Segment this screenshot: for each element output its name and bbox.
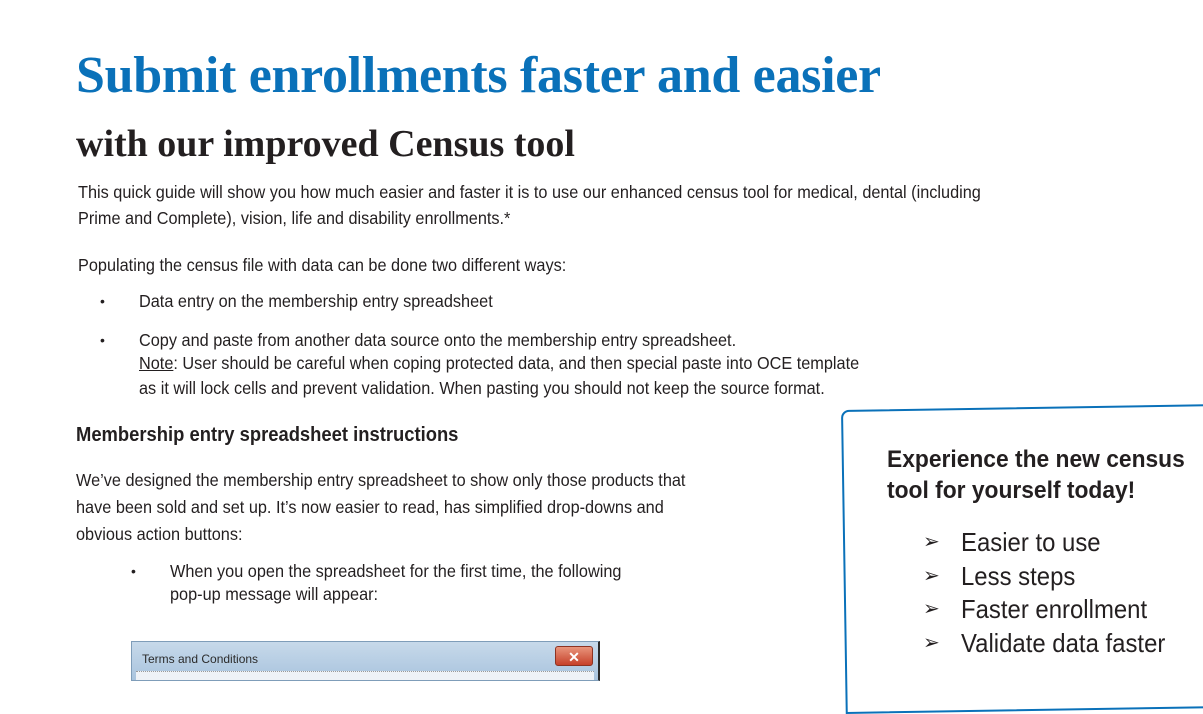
benefit-item: ➢ Easier to use	[923, 527, 1101, 557]
section-item-text: When you open the spreadsheet for the first time, the following	[170, 561, 622, 581]
note-label: Note	[139, 353, 174, 373]
section-item-text: pop-up message will appear:	[170, 584, 379, 604]
ways-intro: Populating the census file with data can be done two different ways:	[78, 255, 567, 275]
arrowhead-icon: ➢	[923, 598, 940, 620]
section-body-line-2: have been sold and set up. It’s now easier to read, has simplified drop-downs and	[76, 497, 664, 517]
benefit-item: ➢ Validate data faster	[923, 627, 1166, 658]
bullet-icon: •	[131, 563, 136, 579]
terms-dialog-screenshot	[131, 641, 600, 681]
ways-item-text: Data entry on the membership entry spreadsheet	[139, 291, 493, 311]
page-title: Submit enrollments faster and easier	[76, 47, 881, 104]
arrowhead-icon: ➢	[923, 564, 940, 587]
section-heading: Membership entry spreadsheet instructions	[76, 424, 459, 446]
arrowhead-icon: ➢	[923, 531, 940, 553]
page-subtitle: with our improved Census tool	[76, 123, 575, 165]
note-text: : User should be careful when coping protected data, and then special paste into OCE template	[173, 353, 860, 373]
intro-paragraph-line-1: This quick guide will show you how much easier and faster it is to use our enhanced census tool for medical, dental (including	[78, 182, 981, 202]
callout-heading: Experience the new census tool for yourself today!	[887, 446, 1185, 504]
intro-paragraph-line-2: Prime and Complete), vision, life and disability enrollments.*	[78, 208, 511, 228]
section-body-line-1: We’ve designed the membership entry spreadsheet to show only those products that	[76, 470, 686, 490]
section-body-line-3: obvious action buttons:	[76, 524, 243, 544]
close-icon: ✕	[555, 646, 593, 666]
ways-item-text: Copy and paste from another data source onto the membership entry spreadsheet.	[139, 330, 737, 350]
bullet-icon: •	[100, 293, 105, 309]
benefit-item: ➢ Faster enrollment	[923, 594, 1148, 624]
arrowhead-icon: ➢	[923, 631, 940, 654]
dialog-title: Terms and Conditions	[142, 652, 259, 666]
benefits-list	[923, 526, 1183, 660]
note-text: as it will lock cells and prevent validation. When pasting you should not keep the source format.	[139, 378, 825, 398]
callout-box	[841, 410, 1203, 676]
benefit-item: ➢ Less steps	[923, 560, 1076, 591]
bullet-icon: •	[100, 332, 105, 348]
